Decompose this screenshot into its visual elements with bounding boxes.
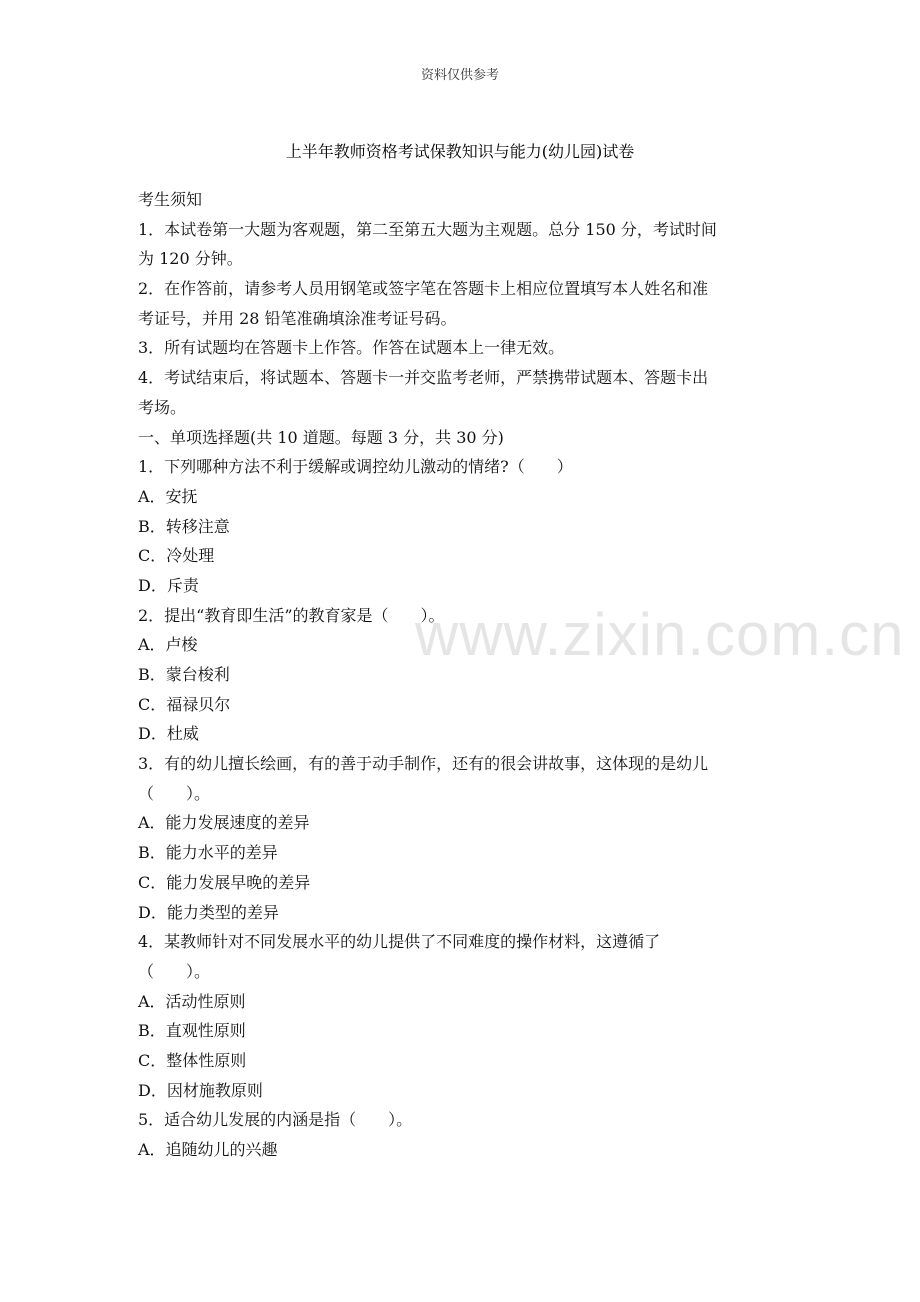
question-text: 4．某教师针对不同发展水平的幼儿提供了不同难度的操作材料，这遵循了 — [138, 932, 661, 952]
answer-option: B．直观性原则 — [138, 1021, 246, 1041]
question-text: （ ）。 — [138, 783, 211, 803]
text-line: 3．所有试题均在答题卡上作答。作答在试题本上一律无效。 — [138, 338, 565, 358]
text-line: 1．本试卷第一大题为客观题，第二至第五大题为主观题。总分 150 分，考试时间 — [138, 219, 717, 239]
answer-option: A．能力发展速度的差异 — [138, 813, 310, 833]
answer-option: A．活动性原则 — [138, 991, 246, 1011]
text-line: 为 120 分钟。 — [138, 249, 243, 269]
answer-option: A．追随幼儿的兴趣 — [138, 1140, 278, 1159]
answer-option: C．福禄贝尔 — [138, 694, 231, 714]
answer-option: B．蒙台梭利 — [138, 665, 230, 684]
answer-option: A．卢梭 — [138, 635, 198, 655]
answer-option: B．转移注意 — [138, 516, 230, 536]
text-line: 考场。 — [138, 397, 187, 417]
text-line: 考证号，并用 28 铅笔准确填涂准考证号码。 — [138, 308, 457, 328]
question-text: （ ）。 — [138, 961, 211, 981]
answer-option: D．杜威 — [138, 724, 199, 744]
question-text: 5．适合幼儿发展的内涵是指（ ）。 — [138, 1110, 413, 1130]
text-line: 2．在作答前，请参考人员用钢笔或签字笔在答题卡上相应位置填写本人姓名和准 — [138, 279, 709, 299]
question-text: 1．下列哪种方法不利于缓解或调控幼儿激动的情绪?（ ） — [138, 457, 573, 477]
answer-option: B．能力水平的差异 — [138, 843, 278, 863]
document-body — [138, 185, 778, 1165]
answer-option: D．能力类型的差异 — [138, 902, 279, 922]
section-heading: 一、单项选择题(共 10 道题。每题 3 分，共 30 分) — [138, 427, 504, 447]
page-header: 资料仅供参考 — [420, 68, 499, 83]
section-heading: 考生须知 — [138, 190, 203, 209]
question-text: 2．提出“教育即生活”的教育家是（ ）。 — [138, 605, 445, 625]
answer-option: C．能力发展早晚的差异 — [138, 872, 311, 892]
answer-option: C．整体性原则 — [138, 1050, 247, 1070]
question-text: 3．有的幼儿擅长绘画，有的善于动手制作，还有的很会讲故事，这体现的是幼儿 — [138, 754, 709, 774]
watermark: www.zixin.com.cn — [415, 601, 905, 668]
answer-option: D．因材施教原则 — [138, 1080, 263, 1100]
answer-option: A．安抚 — [138, 486, 198, 506]
answer-option: C．冷处理 — [138, 546, 215, 566]
answer-option: D．斥责 — [138, 575, 199, 595]
document-title: 上半年教师资格考试保教知识与能力(幼儿园)试卷 — [285, 142, 635, 161]
text-line: 4．考试结束后，将试题本、答题卡一并交监考老师，严禁携带试题本、答题卡出 — [138, 368, 709, 388]
